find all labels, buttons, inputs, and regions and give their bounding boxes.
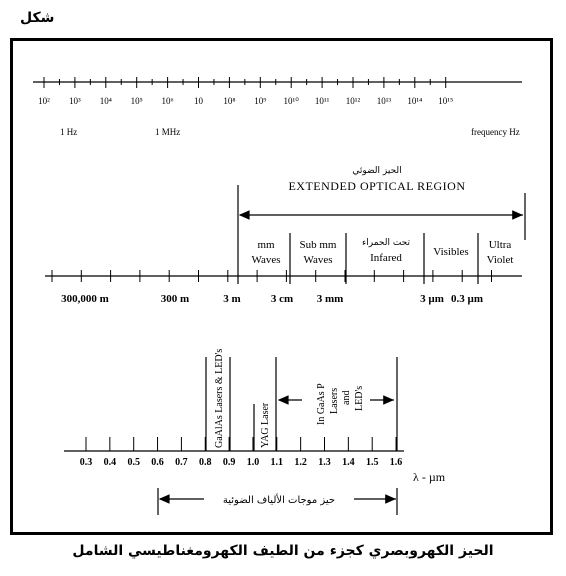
frequency-tick-label: 10⁹: [254, 96, 267, 106]
micron-tick-label: 0.5: [127, 457, 140, 468]
micron-tick-label: 0.8: [199, 457, 212, 468]
frequency-tick-label: 10³: [69, 96, 81, 106]
micron-axis-ticks: [86, 437, 396, 451]
ingaasp-label-line3: and: [341, 390, 352, 405]
micron-tick-label: 0.7: [175, 457, 188, 468]
micron-tick-label: 1.2: [294, 457, 307, 468]
band-ultra-violet-line2: Violet: [486, 254, 514, 266]
wavelength-label: 300 m: [160, 293, 190, 305]
wavelength-label: 3 µm: [420, 293, 444, 305]
frequency-tick-label: 10¹²: [345, 96, 361, 106]
wavelength-label: 3 mm: [316, 293, 344, 305]
micron-tick-label: 1.3: [318, 457, 331, 468]
yag-label: YAG Laser: [260, 402, 271, 448]
micron-tick-label: 0.9: [222, 457, 236, 468]
band-submm-waves-line2: Waves: [303, 254, 333, 266]
ingaasp-label-line4: LED's: [354, 385, 365, 411]
wavelength-label: 3 m: [223, 293, 241, 305]
band-visibles-label: Visibles: [433, 246, 469, 258]
gaalas-label: GaAlAs Lasers & LED's: [214, 348, 225, 448]
frequency-axis-labels: [38, 96, 453, 106]
frequency-tick-label: 10¹⁰: [283, 96, 299, 106]
figure-caption: الحيز الكهروبصري كجزء من الطيف الكهرومغناطيسي الشامل: [72, 543, 494, 559]
ingaasp-label-line1: In GaAs P: [316, 383, 327, 425]
micron-tick-label: 1.1: [270, 457, 284, 468]
label-1mhz: 1 MHz: [155, 127, 181, 137]
frequency-tick-label: 10¹¹: [314, 96, 330, 106]
micron-tick-label: 1.4: [342, 457, 355, 468]
frequency-tick-label: 10²: [38, 96, 50, 106]
figure-label: شكل: [20, 10, 55, 26]
wavelength-label: 3 cm: [270, 293, 294, 305]
optical-region-title: EXTENDED OPTICAL REGION: [288, 179, 466, 193]
ingaasp-label-line2: Lasers: [329, 387, 340, 414]
wavelength-label: 0.3 µm: [450, 293, 484, 305]
optical-region-arabic-title: الحيز الضوئي: [352, 166, 402, 176]
frequency-tick-label: 10¹³: [376, 96, 392, 106]
frequency-tick-label: 10⁸: [223, 96, 236, 106]
frequency-unit-label: frequency Hz: [471, 127, 520, 137]
fiber-window-label: حيز موجات الألياف الضوئية: [222, 495, 336, 506]
micron-tick-label: 0.3: [79, 457, 93, 468]
band-mm-waves-line1: mm: [257, 239, 275, 251]
band-submm-waves-line1: Sub mm: [299, 239, 337, 251]
frequency-tick-label: 10¹⁴: [407, 96, 423, 106]
micron-axis-labels: [80, 457, 403, 468]
label-1hz: 1 Hz: [60, 127, 78, 137]
micron-unit-label: λ - µm: [413, 470, 446, 484]
frequency-tick-label: 10: [194, 96, 203, 106]
band-infrared-label: Infared: [370, 252, 402, 264]
micron-tick-label: 1.0: [246, 457, 260, 468]
frequency-tick-label: 10⁶: [161, 96, 174, 106]
frequency-tick-label: 10¹⁵: [438, 96, 454, 106]
band-mm-waves-line2: Waves: [251, 254, 281, 266]
micron-tick-label: 0.6: [151, 457, 164, 468]
band-ultra-violet-line1: Ultra: [488, 239, 512, 251]
frequency-tick-label: 10⁴: [99, 96, 112, 106]
band-infrared-arabic: تحت الحمراء: [362, 238, 410, 248]
micron-tick-label: 1.5: [365, 457, 379, 468]
micron-tick-label: 0.4: [103, 457, 117, 468]
micron-tick-label: 1.6: [389, 457, 403, 468]
wavelength-label: 300,000 m: [61, 293, 109, 305]
frequency-tick-label: 10⁵: [130, 96, 143, 106]
